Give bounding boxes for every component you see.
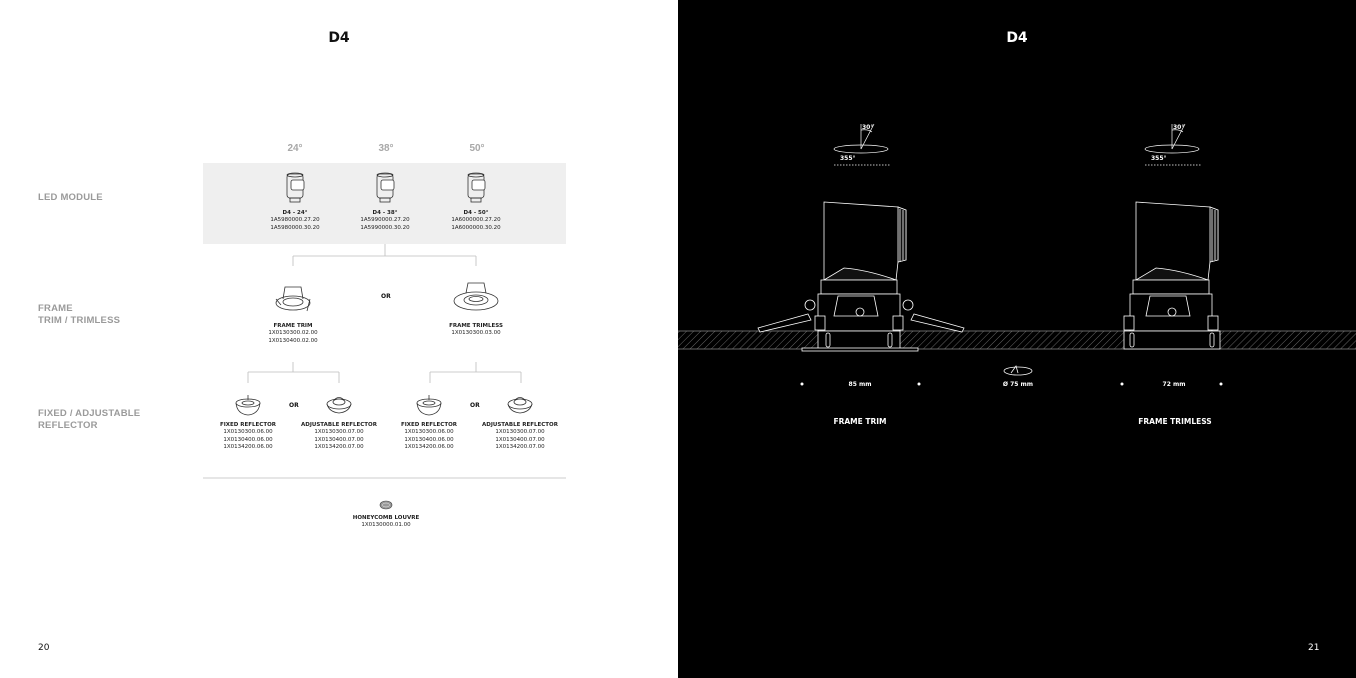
frame-trimless-drawing xyxy=(1124,202,1220,349)
reflector-code: 1X0134200.07.00 xyxy=(495,444,545,450)
led-module-code: 1A6000000.30.20 xyxy=(451,224,501,231)
adjustable-reflector-2 xyxy=(477,392,563,452)
label-frame-trimless: FRAME TRIMLESS xyxy=(1138,417,1212,426)
honeycomb-louvre-icon xyxy=(378,499,394,511)
louvre-name: HONEYCOMB LOUVRE xyxy=(352,514,420,521)
label-frame-trim: FRAME TRIM xyxy=(833,417,887,426)
beam-angle-50: 50° xyxy=(469,143,485,154)
led-module-name: D4 - 38° xyxy=(372,209,398,216)
reflector-code: 1X0130300.06.00 xyxy=(404,429,454,435)
reflector-name: FIXED REFLECTOR xyxy=(220,421,276,428)
row-label-reflector-line2: REFLECTOR xyxy=(38,420,98,431)
page-number-left: 20 xyxy=(38,643,50,653)
led-module-code: 1A5980000.30.20 xyxy=(270,224,320,231)
led-module-38 xyxy=(345,170,425,232)
fixed-reflector-1 xyxy=(208,392,288,452)
cutout-icon xyxy=(1004,366,1032,375)
page-number-right: 21 xyxy=(1308,643,1320,653)
ceiling-section xyxy=(678,331,1356,349)
reflector-code: 1X0130300.07.00 xyxy=(314,429,364,435)
or-label: OR xyxy=(381,293,391,300)
row-label-frame-line2: TRIM / TRIMLESS xyxy=(38,315,121,326)
frame-name: FRAME TRIM xyxy=(273,322,313,329)
led-module-icon xyxy=(461,170,491,206)
technical-drawing xyxy=(678,0,1356,678)
frame-trimless-icon xyxy=(452,279,500,319)
reflector-code: 1X0130400.07.00 xyxy=(314,436,364,443)
beam-angle-24: 24° xyxy=(287,143,303,154)
led-module-code: 1A5980000.27.20 xyxy=(270,217,320,223)
rotation-angle-left: 355° xyxy=(840,155,856,162)
dimension-frame-trimless: 72 mm xyxy=(1162,381,1186,388)
reflector-code: 1X0130400.06.00 xyxy=(223,436,273,443)
reflector-code: 1X0130400.06.00 xyxy=(404,436,454,443)
reflector-code: 1X0130300.06.00 xyxy=(223,429,273,435)
dimension-cutout: Ø 75 mm xyxy=(1002,381,1034,388)
reflector-code: 1X0130400.07.00 xyxy=(495,436,545,443)
dimension-frame-trim: 85 mm xyxy=(848,381,872,388)
led-module-name: D4 - 24° xyxy=(282,209,308,216)
led-module-code: 1A5990000.27.20 xyxy=(360,217,410,223)
reflector-code: 1X0134200.07.00 xyxy=(314,444,364,450)
reflector-code: 1X0134200.06.00 xyxy=(404,444,454,450)
tilt-angle-left: 30° xyxy=(862,124,874,131)
reflector-name: FIXED REFLECTOR xyxy=(401,421,457,428)
right-page-title: D4 xyxy=(1006,30,1028,46)
row-label-reflector xyxy=(38,408,140,432)
row-label-frame-line1: FRAME xyxy=(38,303,73,314)
led-module-name: D4 - 50° xyxy=(463,209,489,216)
frame-code: 1X0130300.03.00 xyxy=(451,330,501,336)
led-module-code: 1A6000000.27.20 xyxy=(451,217,501,223)
honeycomb-louvre xyxy=(336,499,436,530)
led-module-50 xyxy=(436,170,516,232)
frame-trim xyxy=(248,279,338,345)
frame-trim-drawing xyxy=(758,202,964,351)
frame-trimless xyxy=(431,279,521,338)
fixed-reflector-icon xyxy=(414,392,444,418)
right-page xyxy=(678,0,1356,678)
left-page-title: D4 xyxy=(328,30,350,46)
rotation-angle-right: 355° xyxy=(1151,155,1167,162)
reflector-name: ADJUSTABLE REFLECTOR xyxy=(301,421,377,428)
led-module-24 xyxy=(255,170,335,232)
adjustable-reflector-icon xyxy=(505,392,535,418)
reflector-name: ADJUSTABLE REFLECTOR xyxy=(482,421,558,428)
beam-angle-38: 38° xyxy=(378,143,394,154)
tilt-angle-right: 30° xyxy=(1173,124,1185,131)
row-label-led-module: LED MODULE xyxy=(38,192,103,203)
reflector-code: 1X0130300.07.00 xyxy=(495,429,545,435)
row-label-frame xyxy=(38,303,120,327)
or-label: OR xyxy=(289,402,299,409)
fixed-reflector-icon xyxy=(233,392,263,418)
row-label-reflector-line1: FIXED / ADJUSTABLE xyxy=(38,408,141,419)
frame-name: FRAME TRIMLESS xyxy=(449,322,503,329)
frame-code: 1X0130400.02.00 xyxy=(268,337,318,344)
frame-code: 1X0130300.02.00 xyxy=(268,330,318,336)
adjustable-reflector-1 xyxy=(296,392,382,452)
adjustable-reflector-icon xyxy=(324,392,354,418)
frame-trim-icon xyxy=(271,279,315,319)
led-module-code: 1A5990000.30.20 xyxy=(360,224,410,231)
reflector-code: 1X0134200.06.00 xyxy=(223,444,273,450)
louvre-code: 1X0130000.01.00 xyxy=(361,522,411,528)
or-label: OR xyxy=(470,402,480,409)
fixed-reflector-2 xyxy=(389,392,469,452)
led-module-icon xyxy=(280,170,310,206)
led-module-icon xyxy=(370,170,400,206)
